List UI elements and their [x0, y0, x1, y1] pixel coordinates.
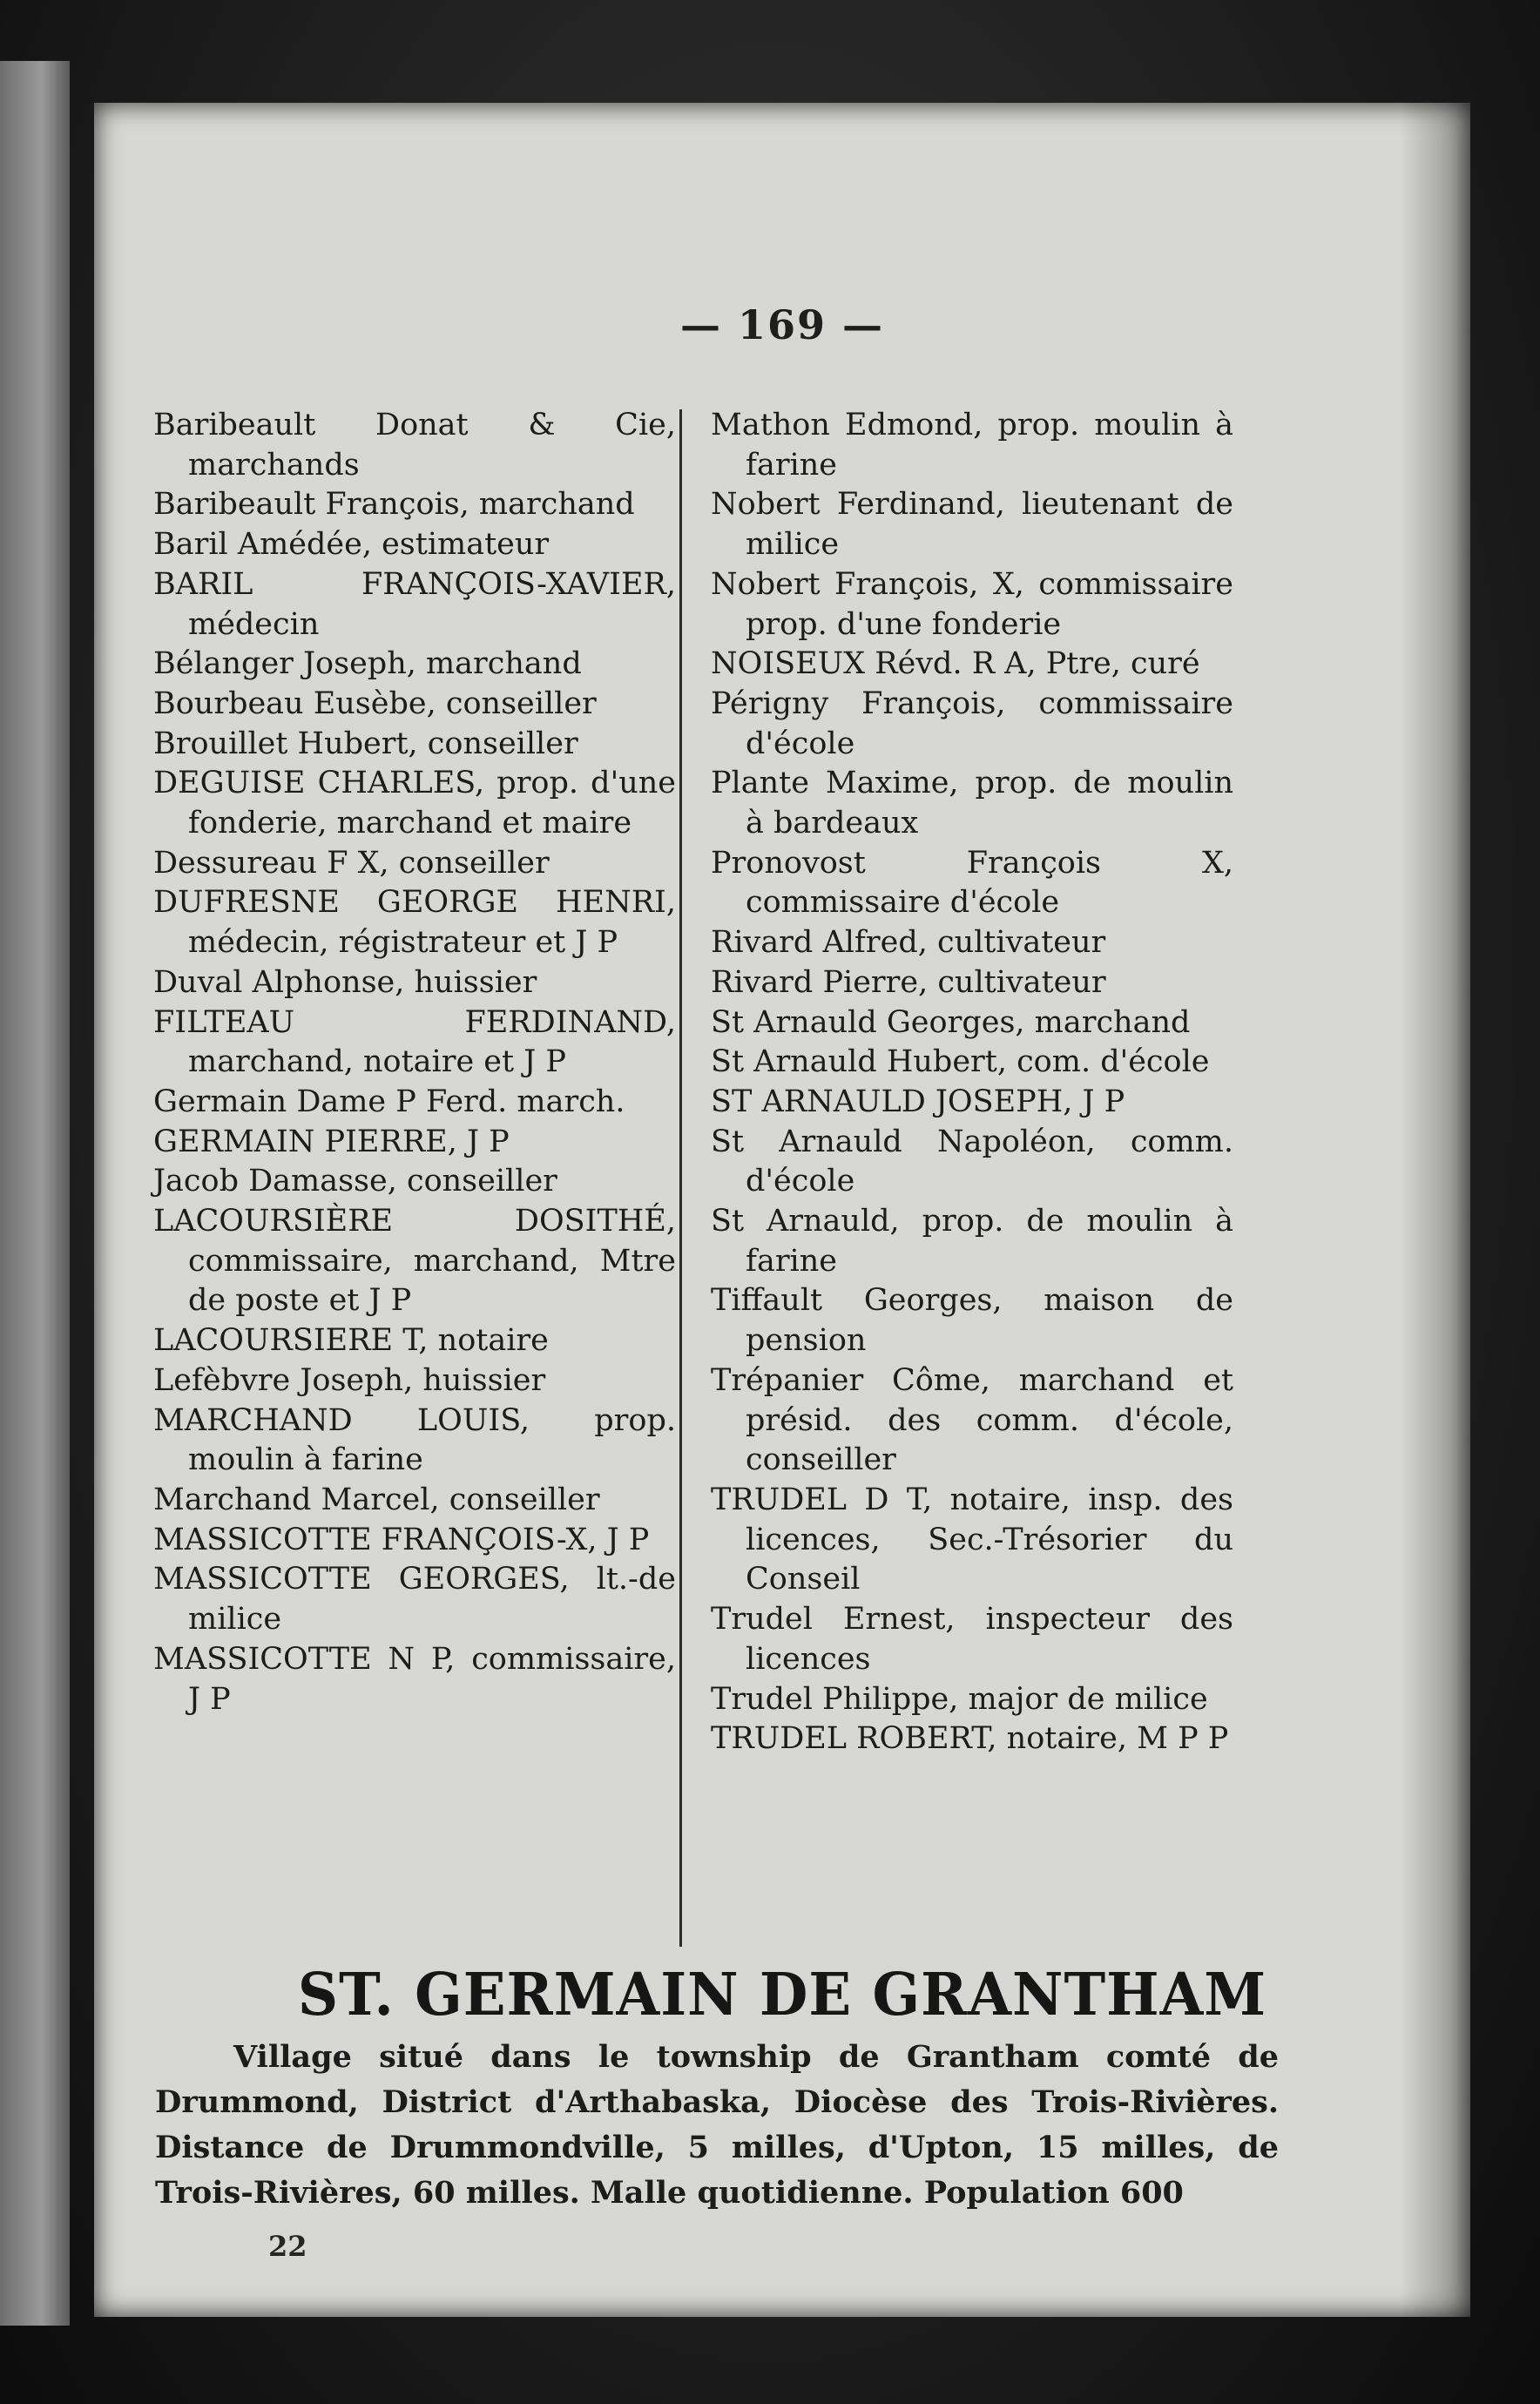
directory-entry: Nobert Ferdinand, lieutenant de milice: [711, 487, 1233, 563]
directory-entry: Pronovost François X, commissaire d'école: [711, 845, 1233, 921]
directory-entry: Tiffault Georges, maison de pension: [711, 1283, 1233, 1359]
directory-entry: Mathon Edmond, prop. moulin à farine: [711, 408, 1233, 483]
directory-entry: Jacob Damasse, conseiller: [153, 1164, 557, 1199]
previous-page-edge: [0, 61, 70, 2326]
directory-entry: FILTEAU FERDINAND, marchand, notaire et J P: [153, 1004, 676, 1080]
directory-entry: DEGUISE CHARLES, prop. d'une fonderie, marchand et maire: [153, 766, 676, 841]
column-divider: [679, 409, 682, 1947]
directory-entry: Bélanger Joseph, marchand: [153, 646, 582, 682]
directory-entry: Nobert François, X, commissaire prop. d'une fonderie: [711, 566, 1233, 642]
directory-entry: MASSICOTTE N P, commissaire, J P: [153, 1641, 676, 1717]
left-column: [153, 406, 676, 1719]
directory-entry: Périgny François, commissaire d'école: [711, 685, 1233, 761]
directory-entry: Trudel Ernest, inspecteur des licences: [711, 1602, 1233, 1677]
directory-entry: St Arnauld Napoléon, comm. d'école: [711, 1124, 1233, 1199]
directory-entry: MARCHAND LOUIS, prop. moulin à farine: [153, 1402, 676, 1478]
directory-entry: LACOURSIÈRE DOSITHÉ, commissaire, marchand, Mtre de poste et J P: [153, 1204, 676, 1319]
directory-entry: GERMAIN PIERRE, J P: [153, 1124, 510, 1159]
directory-columns: [153, 406, 1312, 1952]
directory-entry: Trudel Philippe, major de milice: [711, 1681, 1208, 1717]
directory-entry: BARIL FRANÇOIS-XAVIER, médecin: [153, 566, 676, 642]
directory-entry: Dessureau F X, conseiller: [153, 845, 550, 881]
directory-entry: Baribeault François, marchand: [153, 487, 635, 523]
signature-mark: 22: [268, 2230, 307, 2263]
directory-entry: ST ARNAULD JOSEPH, J P: [711, 1084, 1125, 1119]
directory-entry: Duval Alphonse, huissier: [153, 964, 537, 1000]
directory-entry: TRUDEL D T, notaire, insp. des licences, Sec.-Trésorier du Conseil: [711, 1482, 1233, 1597]
directory-entry: NOISEUX Révd. R A, Ptre, curé: [711, 646, 1200, 682]
directory-entry: Baril Amédée, estimateur: [153, 527, 550, 563]
directory-entry: St Arnauld Hubert, com. d'école: [711, 1044, 1210, 1080]
directory-entry: Bourbeau Eusèbe, conseiller: [153, 685, 597, 721]
directory-entry: St Arnauld Georges, marchand: [711, 1004, 1191, 1040]
directory-entry: Plante Maxime, prop. de moulin à bardeaux: [711, 766, 1233, 841]
directory-entry: Baribeault Donat & Cie, marchands: [153, 408, 676, 483]
directory-entry: LACOURSIERE T, notaire: [153, 1323, 549, 1359]
page-number: — 169 —: [679, 301, 885, 348]
directory-entry: Rivard Pierre, cultivateur: [711, 964, 1106, 1000]
directory-entry: MASSICOTTE GEORGES, lt.-de milice: [153, 1562, 676, 1638]
directory-entry: Lefèbvre Joseph, huissier: [153, 1362, 546, 1398]
directory-page: [94, 103, 1470, 2317]
right-column: [711, 406, 1233, 1759]
directory-entry: Germain Dame P Ferd. march.: [153, 1084, 625, 1119]
section-description: Village situé dans le township de Grantham comté de Drummond, District d'Arthabaska, Diocèse des Trois-Rivières. Distance de Drummondville, 5 milles, d'Upton, 15 milles, de Trois-Rivières, 60 milles. Malle quotidienne. Population 600: [155, 2039, 1279, 2211]
directory-entry: Trépanier Côme, marchand et présid. des comm. d'école, conseiller: [711, 1362, 1233, 1478]
directory-entry: Marchand Marcel, conseiller: [153, 1482, 600, 1517]
directory-entry: St Arnauld, prop. de moulin à farine: [711, 1204, 1233, 1279]
section-title: ST. GERMAIN DE GRANTHAM: [297, 1961, 1267, 2029]
directory-entry: Rivard Alfred, cultivateur: [711, 925, 1106, 961]
directory-entry: MASSICOTTE FRANÇOIS-X, J P: [153, 1522, 650, 1557]
directory-entry: DUFRESNE GEORGE HENRI, médecin, régistrateur et J P: [153, 885, 676, 961]
directory-entry: TRUDEL ROBERT, notaire, M P P: [711, 1721, 1229, 1757]
directory-entry: Brouillet Hubert, conseiller: [153, 726, 578, 761]
